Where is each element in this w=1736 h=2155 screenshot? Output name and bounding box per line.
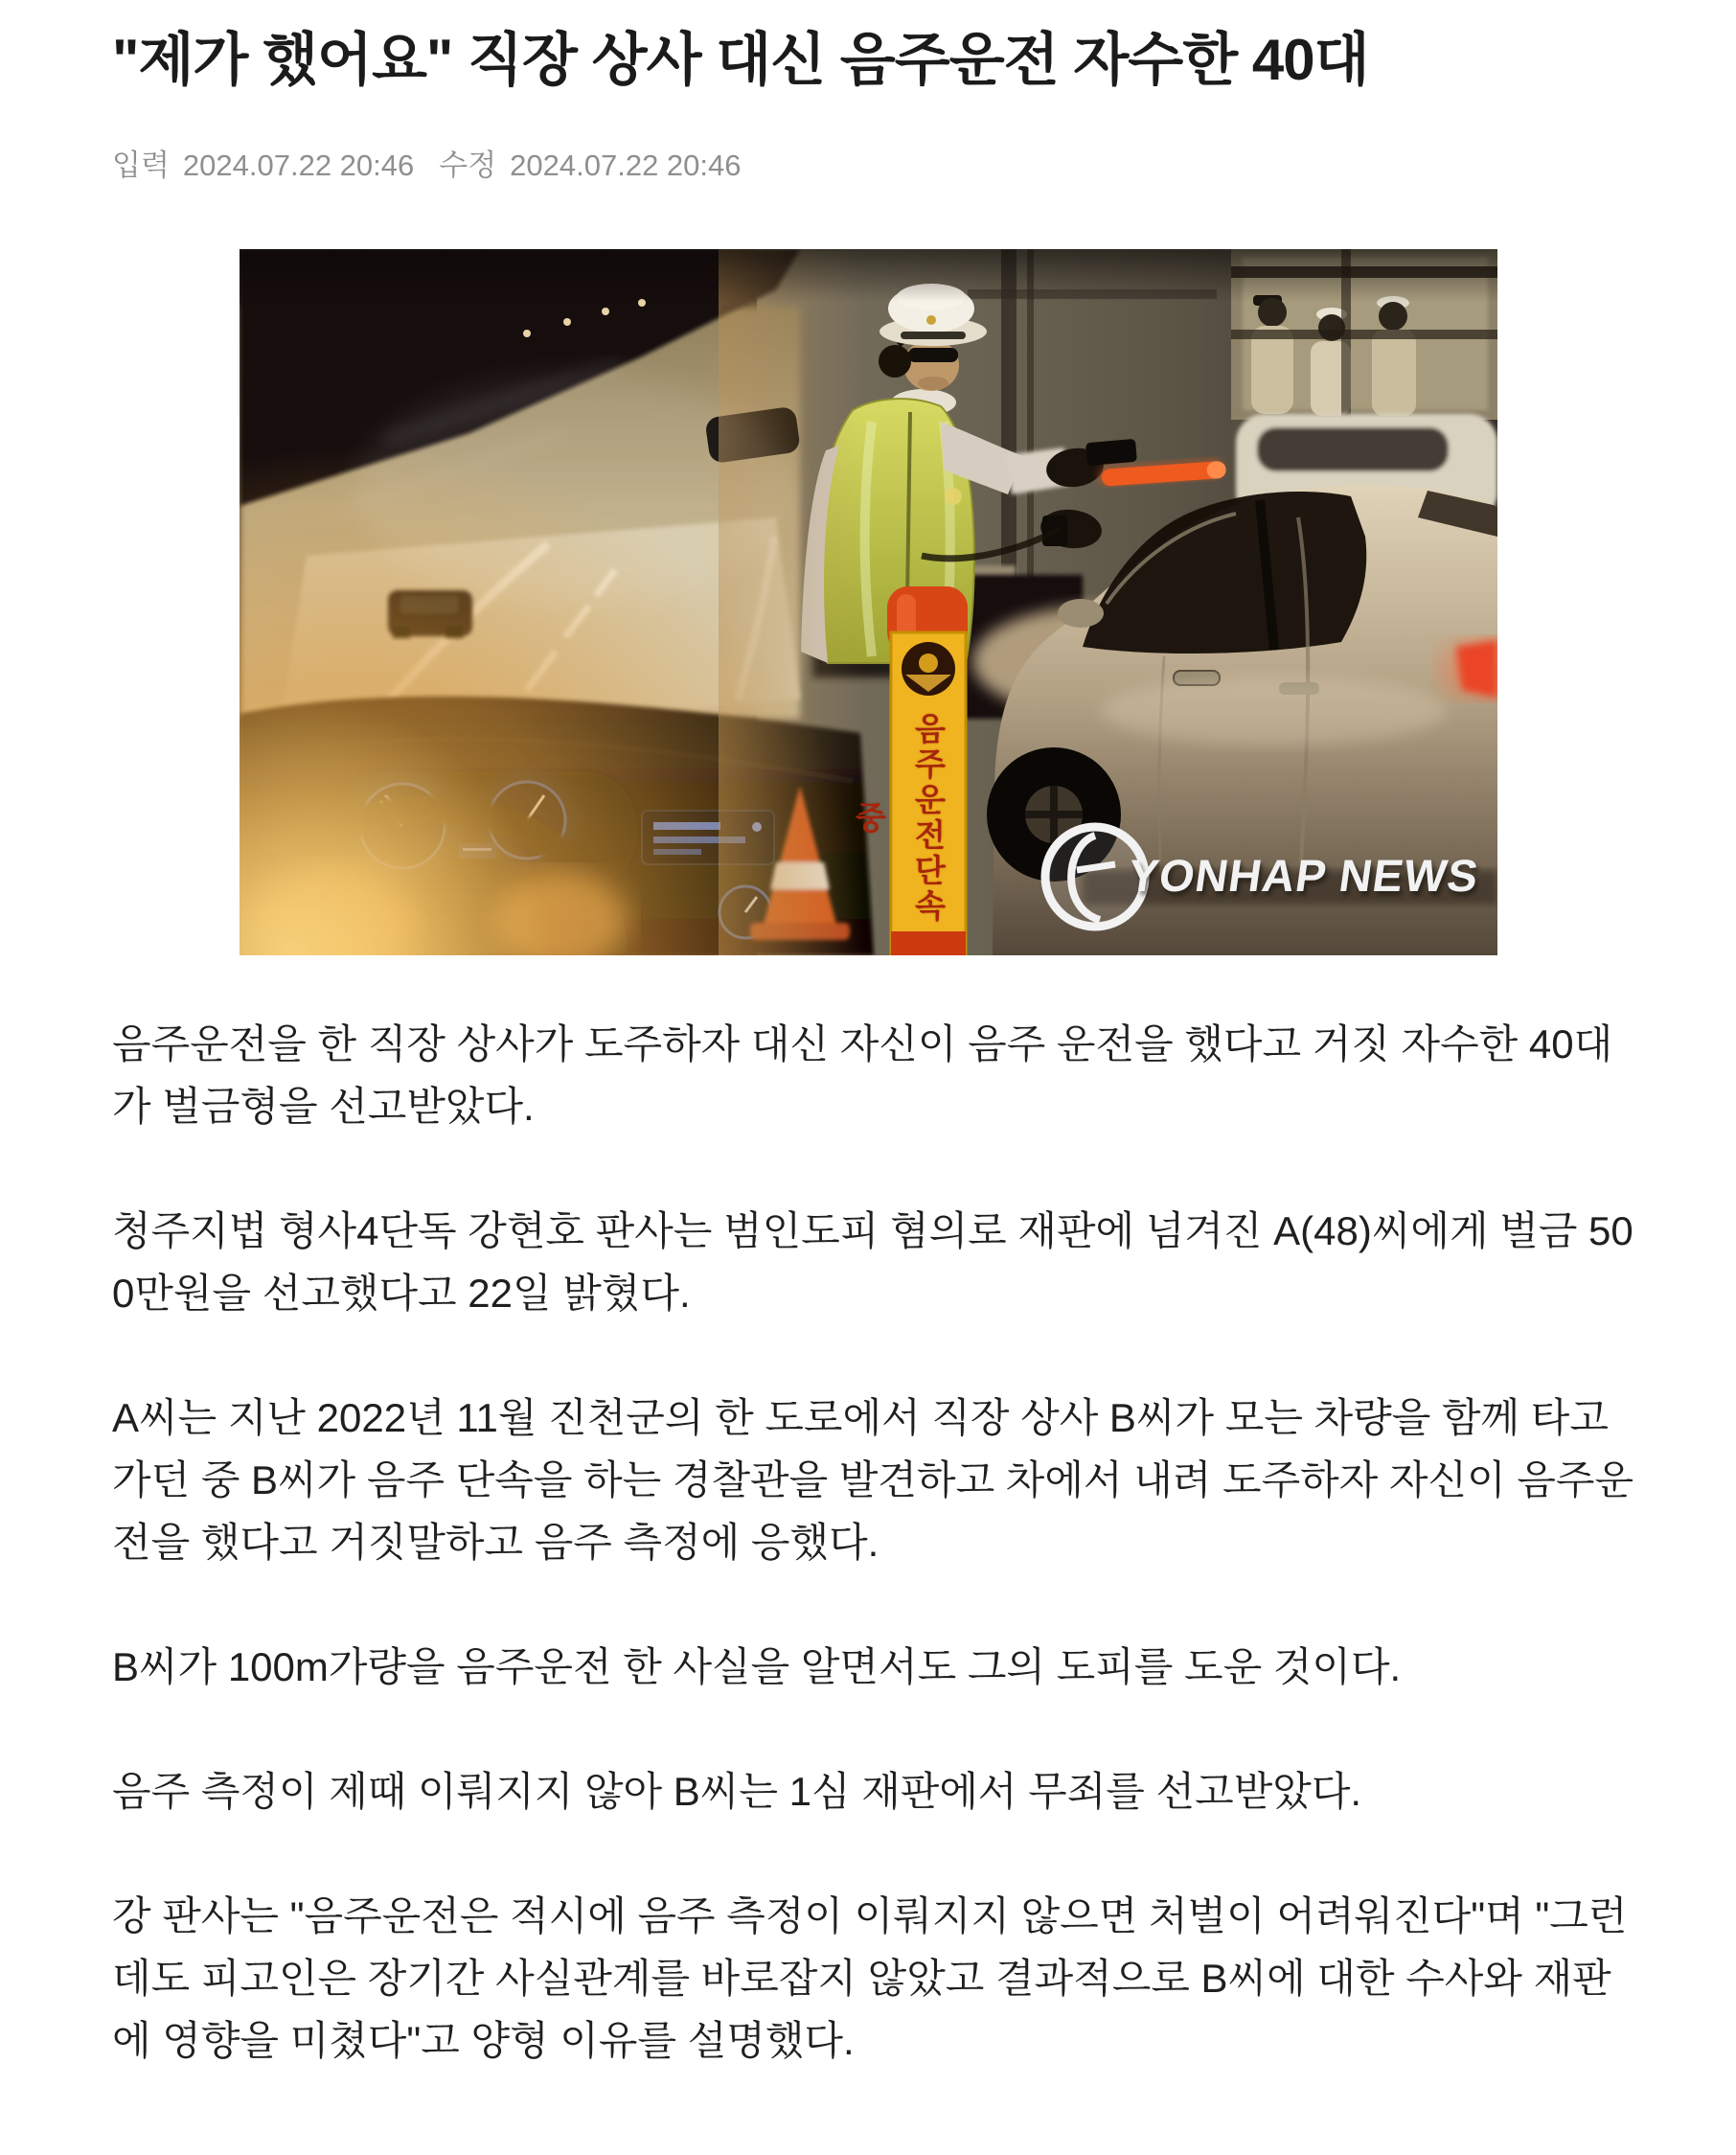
article-paragraph: 청주지법 형사4단독 강현호 판사는 범인도피 혐의로 재판에 넘겨진 A(48)씨에게 벌금 500만원을 선고했다고 22일 밝혔다. xyxy=(112,1208,1633,1316)
article-paragraph: 강 판사는 "음주운전은 적시에 음주 측정이 이뤄지지 않으면 처벌이 어려워진다"며 "그런데도 피고인은 장기간 사실관계를 바로잡지 않았고 결과적으로 B씨에 대한 수사와 재판에 영향을 미쳤다"고 양형 이유를 설명했다. xyxy=(112,1893,1628,2063)
police-emblem xyxy=(902,642,955,696)
input-time: 2024.07.22 20:46 xyxy=(182,149,415,182)
article-meta xyxy=(112,149,1642,183)
article-title: "제가 했어요" 직장 상사 대신 음주운전 자수한 40대 xyxy=(112,28,1369,92)
side-mirror xyxy=(1058,599,1104,628)
input-label: 입력 xyxy=(112,149,170,182)
yonhap-watermark: YONHAP NEWS xyxy=(1124,850,1482,901)
article-body xyxy=(0,1013,1736,2072)
article-photo xyxy=(240,249,1497,955)
article-header xyxy=(0,25,1736,183)
article-paragraph: 음주운전을 한 직장 상사가 도주하자 대신 자신이 음주 운전을 했다고 거짓 자수한 40대가 벌금형을 선고받았다. xyxy=(112,1021,1613,1129)
article-paragraph: 음주 측정이 제때 이뤄지지 않아 B씨는 1심 재판에서 무죄를 선고받았다. xyxy=(112,1769,1362,1814)
checkpoint-banner-text: 음주운전단속중 xyxy=(851,712,947,925)
article-paragraph: A씨는 지난 2022년 11월 진천군의 한 도로에서 직장 상사 B씨가 모는 차량을 함께 타고 가던 중 B씨가 음주 단속을 하는 경찰관을 발견하고 차에서 내려 도주하자 자신이 음주운전을 했다고 거짓말하고 음주 측정에 응했다. xyxy=(112,1395,1634,1565)
article xyxy=(0,25,1736,2072)
edit-time: 2024.07.22 20:46 xyxy=(510,149,742,182)
edit-label: 수정 xyxy=(439,149,497,182)
article-paragraph: B씨가 100m가량을 음주운전 한 사실을 알면서도 그의 도피를 도운 것이다. xyxy=(112,1644,1402,1689)
